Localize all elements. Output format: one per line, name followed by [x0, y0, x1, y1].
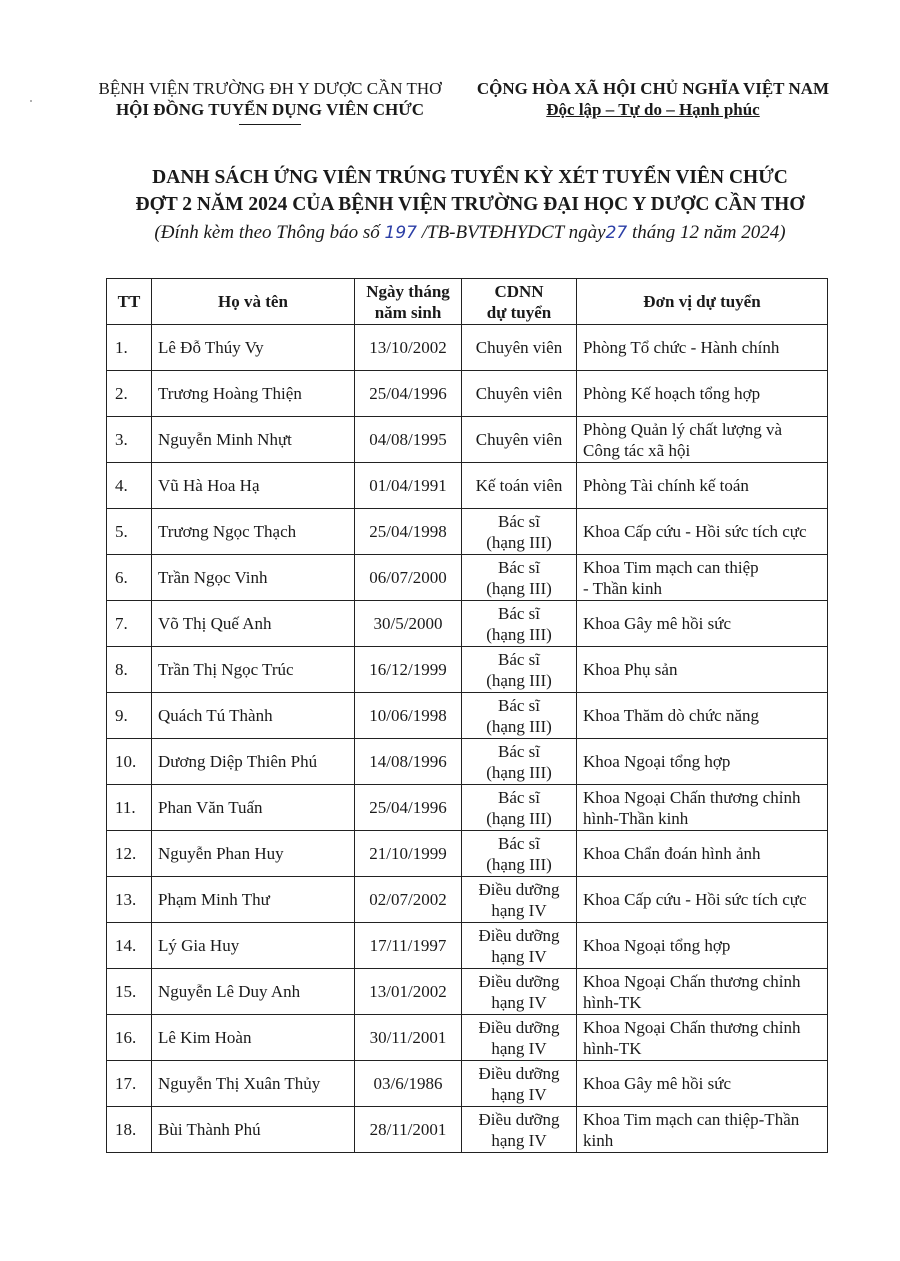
candidate-name-line: Nguyễn Lê Duy Anh: [158, 982, 301, 1001]
department: [577, 923, 828, 969]
department: [577, 325, 828, 371]
position-title-line: (hạng III): [486, 716, 552, 736]
position-title: [462, 693, 577, 739]
position-title-line: Kế toán viên: [475, 476, 563, 495]
department-line: hình-TK: [583, 1038, 642, 1058]
department: [577, 785, 828, 831]
birth-date-line: 21/10/1999: [369, 844, 447, 863]
row-index-line: 5.: [115, 522, 128, 541]
department: [577, 969, 828, 1015]
birth-date: [355, 877, 462, 923]
row-index-line: 18.: [115, 1120, 137, 1139]
department-line: Phòng Quản lý chất lượng và: [583, 419, 783, 439]
header-unit: Đơn vị dự tuyển: [577, 279, 828, 325]
birth-date-line: 25/04/1998: [369, 522, 447, 541]
document-subtitle: [40, 222, 900, 244]
position-title-line: (hạng III): [486, 624, 552, 644]
birth-date: [355, 1107, 462, 1153]
row-index-line: 10.: [115, 752, 137, 771]
position-title: [462, 509, 577, 555]
header-cdnn-line-2: dự tuyển: [486, 302, 552, 322]
department-line: Phòng Tài chính kế toán: [583, 476, 749, 495]
candidate-name: [152, 831, 355, 877]
row-index-line: 9.: [115, 706, 128, 725]
department: [577, 1015, 828, 1061]
agency-header: [60, 78, 480, 125]
candidate-name-line: Phạm Minh Thư: [158, 890, 270, 909]
position-title: [462, 325, 577, 371]
department-line: Khoa Ngoại Chấn thương chỉnh: [583, 787, 801, 807]
table-row: [107, 1061, 828, 1107]
position-title-line: Bác sĩ: [497, 833, 541, 853]
subtitle-part-2: /TB-BVTĐHYDCT ngày: [416, 222, 606, 243]
row-index: [107, 969, 152, 1015]
birth-date: [355, 739, 462, 785]
department: [577, 371, 828, 417]
birth-date-line: 30/5/2000: [373, 614, 443, 633]
candidate-name-line: Lý Gia Huy: [158, 936, 240, 955]
table-row: [107, 417, 828, 463]
row-index-line: 6.: [115, 568, 128, 587]
table-row: [107, 509, 828, 555]
row-index-line: 7.: [115, 614, 128, 633]
candidate-name-line: Dương Diệp Thiên Phú: [158, 752, 318, 771]
position-title-line: (hạng III): [486, 578, 552, 598]
table-row: [107, 785, 828, 831]
row-index: [107, 739, 152, 785]
position-title: [462, 969, 577, 1015]
row-index: [107, 1015, 152, 1061]
national-header: [468, 78, 838, 120]
candidates-table: [106, 278, 828, 1153]
position-title-line: Chuyên viên: [475, 430, 563, 449]
table-row: [107, 1015, 828, 1061]
position-title-line: Bác sĩ: [497, 603, 541, 623]
row-index-line: 12.: [115, 844, 137, 863]
table-row: [107, 969, 828, 1015]
department-line: Khoa Ngoại tổng hợp: [583, 752, 731, 771]
position-title-line: Bác sĩ: [497, 787, 541, 807]
row-index: [107, 509, 152, 555]
candidate-name-line: Nguyễn Phan Huy: [158, 844, 284, 863]
department: [577, 601, 828, 647]
table-row: [107, 877, 828, 923]
department-line: Khoa Cấp cứu - Hồi sức tích cực: [583, 890, 807, 909]
candidate-name: [152, 969, 355, 1015]
table-row: [107, 739, 828, 785]
table-row: [107, 831, 828, 877]
department-line: Khoa Chẩn đoán hình ảnh: [583, 844, 761, 863]
candidate-name: [152, 739, 355, 785]
candidate-name: [152, 1015, 355, 1061]
header-dob-line-1: Ngày tháng: [366, 281, 450, 301]
position-title-line: Bác sĩ: [497, 649, 541, 669]
birth-date-line: 14/08/1996: [369, 752, 447, 771]
row-index: [107, 325, 152, 371]
header-cdnn-line-1: CDNN: [494, 281, 544, 301]
department-line: Phòng Kế hoạch tổng hợp: [583, 384, 761, 403]
document-title: [40, 164, 900, 218]
table-row: [107, 325, 828, 371]
department: [577, 739, 828, 785]
subtitle-part-1: (Đính kèm theo Thông báo số: [154, 222, 385, 243]
table-row: [107, 647, 828, 693]
candidate-name-line: Bùi Thành Phú: [158, 1120, 261, 1139]
position-title-line: Bác sĩ: [497, 557, 541, 577]
position-title: [462, 785, 577, 831]
position-title-line: Chuyên viên: [475, 338, 563, 357]
birth-date: [355, 325, 462, 371]
candidate-name-line: Lê Kim Hoàn: [158, 1028, 252, 1047]
candidate-name-line: Nguyễn Thị Xuân Thủy: [158, 1074, 321, 1093]
position-title: [462, 739, 577, 785]
birth-date: [355, 601, 462, 647]
department: [577, 463, 828, 509]
department-line: hình-Thần kinh: [583, 808, 689, 828]
birth-date-line: 10/06/1998: [369, 706, 447, 725]
candidate-name: [152, 417, 355, 463]
position-title: [462, 417, 577, 463]
department: [577, 555, 828, 601]
birth-date-line: 30/11/2001: [369, 1028, 447, 1047]
position-title: [462, 1107, 577, 1153]
department-line: Khoa Tim mạch can thiệp-Thần: [583, 1109, 800, 1129]
candidate-name: [152, 693, 355, 739]
handwritten-number: 197: [384, 223, 417, 243]
department-line: Khoa Tim mạch can thiệp: [583, 557, 759, 577]
birth-date-line: 04/08/1995: [369, 430, 447, 449]
department-line: Khoa Thăm dò chức năng: [583, 706, 760, 725]
position-title-line: hạng IV: [491, 992, 547, 1012]
row-index-line: 14.: [115, 936, 137, 955]
position-title-line: Điều dưỡng: [478, 1017, 560, 1037]
birth-date: [355, 509, 462, 555]
candidate-name-line: Trương Hoàng Thiện: [158, 384, 302, 403]
candidate-name: [152, 1061, 355, 1107]
birth-date-line: 25/04/1996: [369, 384, 447, 403]
position-title-line: Bác sĩ: [497, 511, 541, 531]
birth-date: [355, 693, 462, 739]
row-index-line: 1.: [115, 338, 128, 357]
position-title: [462, 923, 577, 969]
department-line: hình-TK: [583, 992, 642, 1012]
agency-underline: [239, 124, 301, 125]
row-index-line: 13.: [115, 890, 137, 909]
row-index: [107, 371, 152, 417]
header-cdnn: [462, 279, 577, 325]
position-title-line: Điều dưỡng: [478, 925, 560, 945]
birth-date: [355, 463, 462, 509]
council-name: HỘI ĐỒNG TUYỂN DỤNG VIÊN CHỨC: [115, 100, 425, 119]
position-title-line: (hạng III): [486, 670, 552, 690]
candidate-name-line: Trần Ngọc Vinh: [158, 568, 268, 587]
birth-date: [355, 1015, 462, 1061]
position-title-line: (hạng III): [486, 532, 552, 552]
position-title: [462, 831, 577, 877]
candidate-name: [152, 463, 355, 509]
candidate-name: [152, 325, 355, 371]
row-index-line: 3.: [115, 430, 128, 449]
department: [577, 831, 828, 877]
row-index-line: 15.: [115, 982, 137, 1001]
birth-date: [355, 371, 462, 417]
department-line: Khoa Gây mê hồi sức: [583, 614, 732, 633]
department-line: - Thần kinh: [583, 578, 663, 598]
department-line: Khoa Ngoại Chấn thương chỉnh: [583, 971, 801, 991]
department-line: Khoa Ngoại Chấn thương chỉnh: [583, 1017, 801, 1037]
department: [577, 693, 828, 739]
table-row: [107, 693, 828, 739]
position-title-line: Chuyên viên: [475, 384, 563, 403]
birth-date: [355, 555, 462, 601]
department: [577, 417, 828, 463]
row-index: [107, 463, 152, 509]
candidate-name-line: Lê Đỗ Thúy Vy: [158, 338, 264, 357]
candidate-name-line: Trương Ngọc Thạch: [158, 522, 297, 541]
birth-date-line: 06/07/2000: [369, 568, 447, 587]
row-index: [107, 1061, 152, 1107]
national-motto: Độc lập – Tự do – Hạnh phúc: [546, 100, 760, 119]
department-line: Phòng Tổ chức - Hành chính: [583, 338, 780, 357]
position-title-line: hạng IV: [491, 1130, 547, 1150]
row-index: [107, 555, 152, 601]
position-title: [462, 371, 577, 417]
header-tt: TT: [107, 279, 152, 325]
department-line: Khoa Cấp cứu - Hồi sức tích cực: [583, 522, 807, 541]
position-title-line: Điều dưỡng: [478, 1109, 560, 1129]
position-title-line: Bác sĩ: [497, 741, 541, 761]
header-dob: [355, 279, 462, 325]
department-line: kinh: [583, 1130, 614, 1150]
birth-date: [355, 417, 462, 463]
position-title: [462, 463, 577, 509]
agency-name: BỆNH VIỆN TRƯỜNG ĐH Y DƯỢC CẦN THƠ: [98, 79, 442, 98]
row-index-line: 4.: [115, 476, 128, 495]
row-index: [107, 647, 152, 693]
position-title-line: Bác sĩ: [497, 695, 541, 715]
table-header-row: [107, 279, 828, 325]
department: [577, 877, 828, 923]
birth-date: [355, 831, 462, 877]
birth-date-line: 13/10/2002: [369, 338, 447, 357]
title-line-2: ĐỢT 2 NĂM 2024 CỦA BỆNH VIỆN TRƯỜNG ĐẠI HỌC Y DƯỢC CẦN THƠ: [135, 194, 805, 215]
candidate-name-line: Võ Thị Quế Anh: [158, 614, 272, 633]
candidate-name-line: Nguyễn Minh Nhựt: [158, 430, 292, 449]
scan-speck: [30, 100, 32, 102]
row-index: [107, 693, 152, 739]
department-line: Khoa Ngoại tổng hợp: [583, 936, 731, 955]
position-title: [462, 1061, 577, 1107]
department: [577, 509, 828, 555]
table-row: [107, 601, 828, 647]
position-title-line: hạng IV: [491, 1038, 547, 1058]
candidate-name: [152, 1107, 355, 1153]
birth-date: [355, 1061, 462, 1107]
position-title-line: Điều dưỡng: [478, 971, 560, 991]
candidate-name: [152, 923, 355, 969]
department-line: Khoa Gây mê hồi sức: [583, 1074, 732, 1093]
candidate-name: [152, 555, 355, 601]
position-title: [462, 877, 577, 923]
row-index-line: 8.: [115, 660, 128, 679]
row-index: [107, 1107, 152, 1153]
position-title: [462, 601, 577, 647]
candidate-name-line: Quách Tú Thành: [158, 706, 273, 725]
birth-date-line: 16/12/1999: [369, 660, 447, 679]
position-title: [462, 1015, 577, 1061]
title-line-1: DANH SÁCH ỨNG VIÊN TRÚNG TUYỂN KỲ XÉT TUYỂN VIÊN CHỨC: [152, 167, 788, 188]
birth-date: [355, 785, 462, 831]
position-title-line: Điều dưỡng: [478, 1063, 560, 1083]
position-title-line: hạng IV: [491, 946, 547, 966]
row-index: [107, 831, 152, 877]
birth-date: [355, 923, 462, 969]
candidate-name: [152, 877, 355, 923]
handwritten-day: 27: [605, 223, 628, 243]
row-index: [107, 877, 152, 923]
position-title: [462, 647, 577, 693]
birth-date-line: 02/07/2002: [369, 890, 447, 909]
row-index: [107, 601, 152, 647]
birth-date-line: 01/04/1991: [369, 476, 447, 495]
header-dob-line-2: năm sinh: [374, 302, 442, 322]
candidate-name: [152, 601, 355, 647]
table-row: [107, 1107, 828, 1153]
table-row: [107, 371, 828, 417]
department: [577, 1107, 828, 1153]
candidate-name: [152, 509, 355, 555]
row-index: [107, 417, 152, 463]
department: [577, 1061, 828, 1107]
department: [577, 647, 828, 693]
subtitle-part-3: tháng 12 năm 2024): [627, 222, 786, 243]
birth-date-line: 13/01/2002: [369, 982, 447, 1001]
candidate-name-line: Vũ Hà Hoa Hạ: [158, 476, 260, 495]
position-title-line: (hạng III): [486, 762, 552, 782]
position-title-line: hạng IV: [491, 1084, 547, 1104]
candidate-name: [152, 647, 355, 693]
national-name: CỘNG HÒA XÃ HỘI CHỦ NGHĨA VIỆT NAM: [476, 79, 830, 98]
birth-date-line: 03/6/1986: [373, 1074, 443, 1093]
header-name: Họ và tên: [152, 279, 355, 325]
table-row: [107, 463, 828, 509]
position-title-line: hạng IV: [491, 900, 547, 920]
birth-date-line: 25/04/1996: [369, 798, 447, 817]
candidate-name-line: Trần Thị Ngọc Trúc: [158, 660, 294, 679]
position-title-line: (hạng III): [486, 808, 552, 828]
row-index-line: 17.: [115, 1074, 137, 1093]
table-row: [107, 555, 828, 601]
table-row: [107, 923, 828, 969]
row-index-line: 16.: [115, 1028, 137, 1047]
row-index: [107, 923, 152, 969]
department-line: Khoa Phụ sản: [583, 660, 678, 679]
position-title: [462, 555, 577, 601]
birth-date-line: 17/11/1997: [369, 936, 447, 955]
department-line: Công tác xã hội: [583, 440, 691, 460]
row-index: [107, 785, 152, 831]
candidate-name: [152, 785, 355, 831]
candidate-name-line: Phan Văn Tuấn: [158, 798, 263, 817]
candidate-name: [152, 371, 355, 417]
row-index-line: 2.: [115, 384, 128, 403]
birth-date-line: 28/11/2001: [369, 1120, 447, 1139]
birth-date: [355, 969, 462, 1015]
position-title-line: (hạng III): [486, 854, 552, 874]
position-title-line: Điều dưỡng: [478, 879, 560, 899]
birth-date: [355, 647, 462, 693]
row-index-line: 11.: [115, 798, 136, 817]
